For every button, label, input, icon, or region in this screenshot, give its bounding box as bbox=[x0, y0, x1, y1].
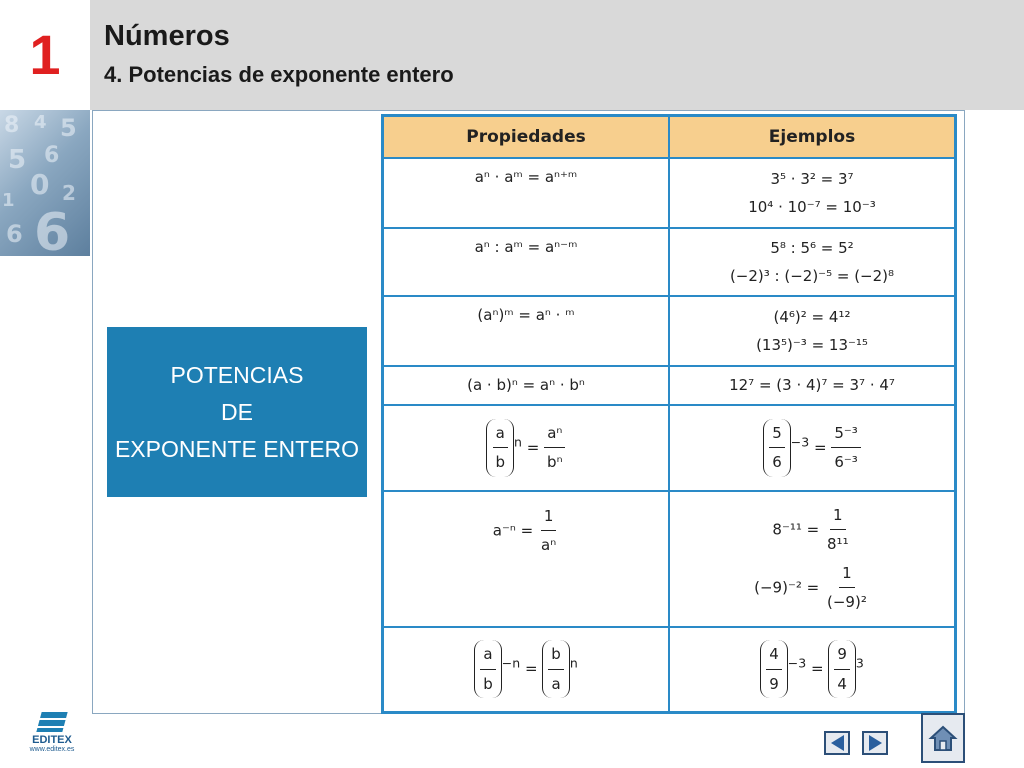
fraction: $\frac{\text{aⁿ}}{\text{bⁿ}}$ bbox=[544, 419, 566, 477]
svg-text:6: 6 bbox=[34, 203, 71, 256]
table-header-row bbox=[383, 116, 956, 159]
exponent: n bbox=[513, 434, 522, 449]
svg-text:5: 5 bbox=[8, 145, 27, 175]
page-subtitle: 4. Potencias de exponente entero bbox=[104, 62, 454, 87]
examples-cell bbox=[669, 366, 956, 405]
table-row bbox=[383, 405, 956, 491]
exponent: 3 bbox=[855, 655, 864, 671]
parenthesis-group bbox=[760, 640, 788, 698]
svg-text:8: 8 bbox=[4, 113, 20, 138]
fraction: $\frac{1}{\text{aⁿ}}$ bbox=[538, 502, 559, 560]
svg-text:1: 1 bbox=[2, 190, 15, 211]
example-line: (−2)³ : (−2)⁻⁵ = (−2)⁸ bbox=[729, 267, 895, 285]
example-line: (13⁵)⁻³ = 13⁻¹⁵ bbox=[756, 336, 868, 354]
column-header-examples: Ejemplos bbox=[669, 116, 956, 159]
equals-sign: = bbox=[813, 438, 827, 456]
exponent: −n bbox=[501, 655, 521, 671]
equals-sign: = bbox=[524, 659, 538, 678]
parenthesis-group bbox=[474, 640, 502, 698]
example-line: 12⁷ = (3 · 4)⁷ = 3⁷ · 4⁷ bbox=[729, 376, 895, 394]
fraction: $\frac{1}{\text{8¹¹}}$ bbox=[824, 501, 852, 559]
svg-text:6: 6 bbox=[6, 220, 23, 248]
fraction: $\frac{\text{5⁻³}}{\text{6⁻³}}$ bbox=[831, 419, 860, 477]
examples-cell bbox=[669, 491, 956, 627]
example-line: 10⁴ · 10⁻⁷ = 10⁻³ bbox=[748, 198, 876, 216]
examples-cell bbox=[669, 228, 956, 296]
fraction: $\frac{9}{4}$ bbox=[834, 640, 850, 698]
next-button[interactable] bbox=[862, 731, 888, 755]
examples-cell bbox=[669, 405, 956, 491]
svg-text:6: 6 bbox=[44, 143, 60, 168]
fraction: $\frac{5}{6}$ bbox=[769, 419, 785, 477]
example-line: 3⁵ · 3² = 3⁷ bbox=[770, 169, 854, 188]
previous-button[interactable] bbox=[824, 731, 850, 755]
example-line: 8⁻¹¹ = $\frac{1}{\text{8¹¹}}$ bbox=[676, 501, 948, 559]
table-row bbox=[383, 228, 956, 296]
table-row bbox=[383, 366, 956, 405]
formula-lhs: a⁻ⁿ = bbox=[492, 521, 534, 539]
property-cell: (a · b)ⁿ = aⁿ · bⁿ bbox=[383, 366, 670, 405]
exponent: −3 bbox=[787, 655, 807, 671]
triangle-left-icon bbox=[831, 735, 844, 751]
parenthesis-group bbox=[542, 640, 570, 698]
svg-text:4: 4 bbox=[34, 112, 47, 133]
fraction: $\frac{1}{\text{(−9)²}}$ bbox=[824, 559, 870, 617]
fraction: $\frac{a}{b}$ bbox=[480, 640, 496, 698]
equals-sign: = bbox=[526, 438, 540, 456]
exponent: −3 bbox=[790, 434, 810, 449]
example-line: (4⁶)² = 4¹² bbox=[773, 307, 851, 326]
house-icon bbox=[928, 723, 958, 753]
topic-line-1: POTENCIAS bbox=[170, 361, 304, 388]
home-button[interactable] bbox=[921, 713, 965, 763]
chapter-badge bbox=[0, 0, 90, 110]
table-row bbox=[383, 627, 956, 713]
fraction: $\frac{b}{a}$ bbox=[548, 640, 564, 698]
header-band bbox=[0, 0, 1024, 110]
property-cell bbox=[383, 491, 670, 627]
svg-text:5: 5 bbox=[60, 114, 77, 142]
example-line: (−9)⁻² = $\frac{1}{\text{(−9)²}}$ bbox=[676, 559, 948, 617]
property-cell: aⁿ : aᵐ = aⁿ⁻ᵐ bbox=[383, 228, 670, 296]
editex-logo-icon bbox=[36, 712, 67, 732]
parenthesis-group bbox=[763, 419, 791, 477]
topic-box bbox=[107, 327, 367, 497]
logo-url: www.editex.es bbox=[29, 746, 75, 753]
property-cell: aⁿ · aᵐ = aⁿ⁺ᵐ bbox=[383, 158, 670, 228]
property-cell bbox=[383, 405, 670, 491]
table-row bbox=[383, 296, 956, 366]
parenthesis-group bbox=[486, 419, 514, 477]
page-title: Números bbox=[104, 20, 230, 52]
examples-cell bbox=[669, 158, 956, 228]
decorative-numbers-image bbox=[0, 110, 90, 256]
chapter-number: 1 bbox=[29, 23, 61, 86]
table-row bbox=[383, 158, 956, 228]
topic-line-3: EXPONENTE ENTERO bbox=[114, 435, 360, 462]
column-header-properties: Propiedades bbox=[383, 116, 670, 159]
fraction: $\frac{a}{b}$ bbox=[492, 419, 508, 477]
equals-sign: = bbox=[810, 659, 824, 678]
svg-text:2: 2 bbox=[62, 181, 76, 205]
exponent: n bbox=[569, 655, 578, 671]
triangle-right-icon bbox=[869, 735, 882, 751]
logo-name: EDITEX bbox=[32, 734, 72, 746]
example-line: 5⁸ : 5⁶ = 5² bbox=[770, 238, 854, 257]
properties-table bbox=[381, 114, 957, 714]
editex-logo bbox=[22, 712, 82, 762]
parenthesis-group bbox=[828, 640, 856, 698]
svg-text:0: 0 bbox=[30, 168, 50, 201]
examples-cell bbox=[669, 627, 956, 713]
examples-cell bbox=[669, 296, 956, 366]
property-cell: (aⁿ)ᵐ = aⁿ · ᵐ bbox=[383, 296, 670, 366]
property-cell bbox=[383, 627, 670, 713]
table-row bbox=[383, 491, 956, 627]
fraction: $\frac{4}{9}$ bbox=[766, 640, 782, 698]
topic-line-2: DE bbox=[221, 398, 253, 425]
